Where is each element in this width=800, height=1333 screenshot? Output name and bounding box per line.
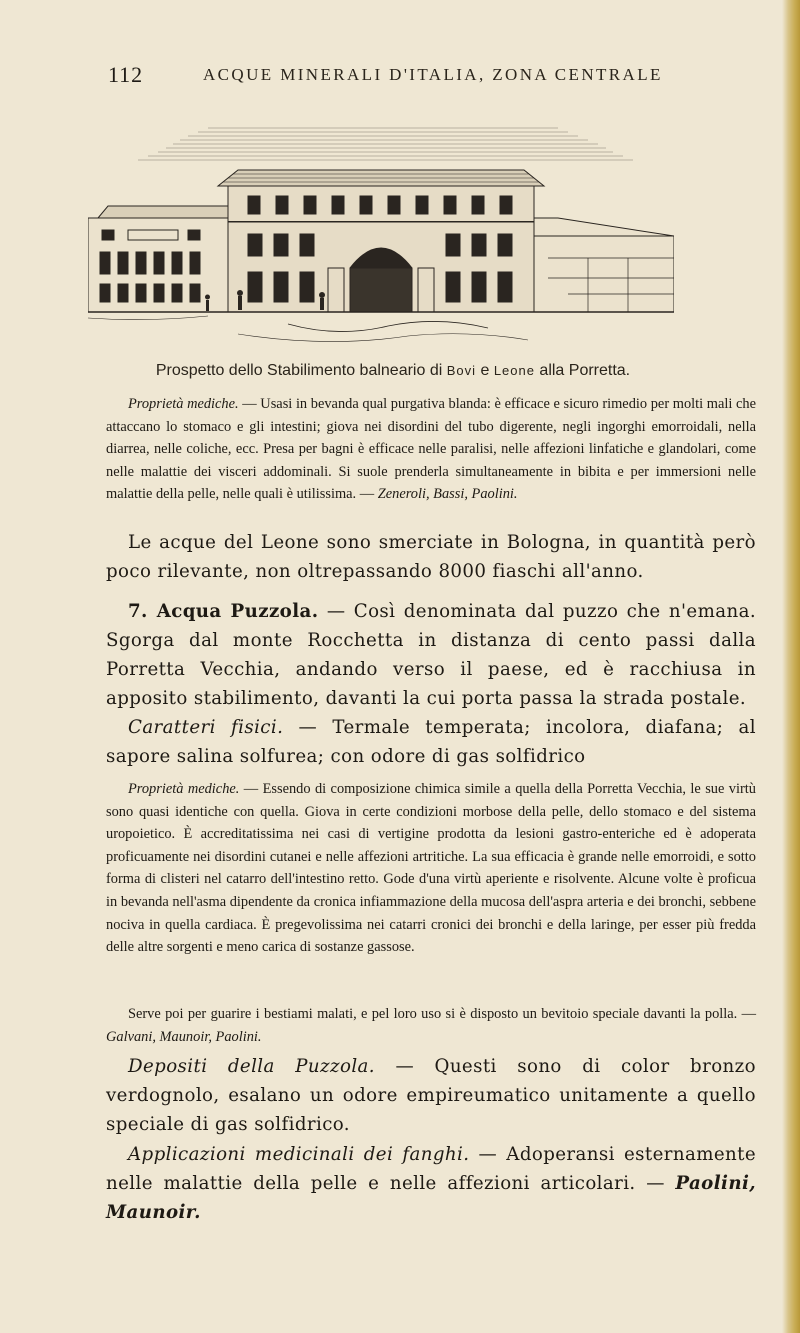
figure-caption <box>0 362 786 380</box>
paragraph-text: Le acque del Leone sono smerciate in Bologna, in quantità però poco rilevante, non oltrepassando 8000 fiaschi all'anno. <box>106 532 756 582</box>
paragraph-text: — Usasi in bevanda qual purgativa blanda: è efficace e sicuro rimedio per molti mali che attaccano lo stomaco e gli intestini; giova nei disordini del tubo digerente, negli ingorghi emorroidali, nella diarrea, nelle coliche, ecc. Presa per bagni è efficace nelle paralisi, nelle affezioni linfatiche e glandolari, come nelle malattie dei visceri addominali. Si suole prenderla simultaneamente in bibita e per immersioni nelle malattie della pelle, nelle quali è utilissima. — <box>106 396 756 503</box>
bath-establishment-engraving <box>88 118 674 354</box>
caption-name-leone: Leone <box>493 363 535 378</box>
page-number: 112 <box>108 62 144 87</box>
page-edge <box>782 0 800 1333</box>
paragraph-depositi-puzzola <box>106 1052 756 1139</box>
caption-prefix: Prospetto dello Stabilimento balneario di <box>155 362 447 379</box>
paragraph-text: — Termale temperata; incolora, diafana; al sapore salina solfurea; con odore di gas solfidrico <box>106 717 756 767</box>
paragraph-commercio-leone <box>106 528 756 586</box>
running-head <box>108 62 668 92</box>
paragraph-text: — Adoperansi esternamente nelle malattie della pelle e nelle affezioni articolari. — <box>106 1144 756 1194</box>
section-heading: Proprietà mediche. <box>128 396 239 412</box>
author-citation: Paolini, Maunoir. <box>106 1173 756 1223</box>
paragraph-text: — Così denominata dal puzzo che n'emana. Sgorga dal monte Rocchetta in distanza di cento passi dalla Porretta Vecchia, andando verso il paese, ed è racchiusa in apposito stabilimento, davanti la cui porta passa la strada postale. <box>106 601 756 709</box>
paragraph-proprieta-mediche-puzzola <box>106 778 756 959</box>
running-title: ACQUE MINERALI D'ITALIA, ZONA CENTRALE <box>203 65 663 84</box>
paragraph-caratteri-fisici <box>106 713 756 771</box>
paragraph-bestiami <box>106 1003 756 1048</box>
section-heading: Applicazioni medicinali dei fanghi. <box>128 1144 470 1165</box>
paragraph-text: — Essendo di composizione chimica simile a quella della Porretta Vecchia, le sue virtù sono quasi identiche con quella. Giova in certe condizioni morbose della pelle, dello stomaco e del sistema uropoietico. È accreditatissima nei casi di vertigine prodotta da lesioni gastro-enteriche ed è adoperata proficuamente nei disordini cutanei e nelle affezioni artritiche. La sua efficacia è grande nelle emorroidi, e sotto forma di clisteri nel catarro dell'intestino retto. Gode d'una virtù aperiente e risolvente. Alcune volte è proficua in bevanda nell'asma dipendente da cronica infiammazione della mucosa dell'aspra arteria e dei bronchi, sebbene nociva in quella cardiaca. È pregevolissima nei catarri cronici dei bronchi e della laringe, per esser più fredda delle altre sorgenti e meno carica di sostanze gassose. <box>106 781 756 956</box>
paragraph-applicazioni-fanghi <box>106 1140 756 1227</box>
section-heading: 7. Acqua Puzzola. <box>128 601 319 622</box>
author-citation: Zeneroli, Bassi, Paolini. <box>377 486 518 503</box>
author-citation: Galvani, Maunoir, Paolini. <box>106 1028 262 1045</box>
paragraph-text: — Questi sono di color bronzo verdognolo, esalano un odore empireumatico unitamente a quello speciale di gas solfidrico. <box>106 1056 756 1135</box>
caption-suffix: alla Porretta. <box>534 362 631 379</box>
paragraph-acqua-puzzola <box>106 597 756 713</box>
caption-mid: e <box>476 362 494 379</box>
caption-name-bovi: Bovi <box>446 363 477 378</box>
section-heading: Depositi della Puzzola. <box>128 1056 375 1077</box>
paragraph-proprieta-mediche-leone <box>106 393 756 506</box>
paragraph-text: Serve poi per guarire i bestiami malati, e pel loro uso si è disposto un bevitoio speciale davanti la polla. — <box>128 1006 756 1022</box>
section-heading: Caratteri fisici. <box>128 717 284 738</box>
section-heading: Proprietà mediche. <box>128 781 240 797</box>
